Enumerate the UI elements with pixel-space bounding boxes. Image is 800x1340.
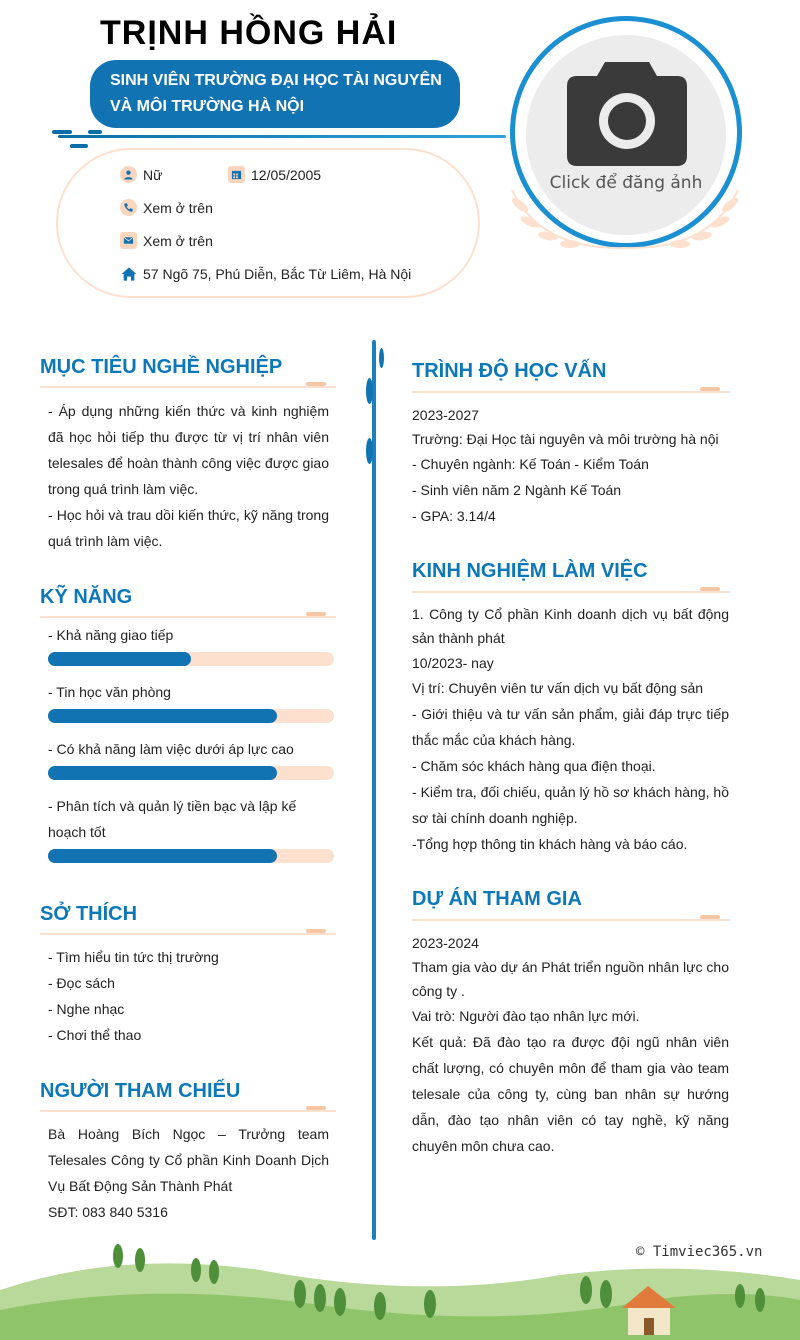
divider-drop: [366, 378, 373, 404]
section-underline: [412, 391, 730, 393]
experience-position: Vị trí: Chuyên viên tư vấn dịch vụ bất động sản: [412, 680, 704, 696]
skill-bar-fill: [48, 849, 277, 863]
experience-title: KINH NGHIỆM LÀM VIỆC: [412, 560, 648, 582]
experience-duty: -Tổng hợp thông tin khách hàng và báo cáo.: [412, 836, 688, 852]
references-title: NGƯỜI THAM CHIẾU: [40, 1080, 241, 1102]
skill-label: - Có khả năng làm việc dưới áp lực cao: [48, 741, 294, 757]
project-role: Vai trò: Người đào tạo nhân lực mới.: [412, 1008, 640, 1024]
email-icon: [120, 232, 137, 249]
objective-title: MỤC TIÊU NGHỀ NGHIỆP: [40, 356, 283, 378]
decor-dash: [52, 130, 72, 134]
skill-bar-fill: [48, 766, 277, 780]
address-value: 57 Ngõ 75, Phú Diễn, Bắc Từ Liêm, Hà Nội: [143, 265, 412, 282]
reference-phone: SĐT: 083 840 5316: [48, 1204, 168, 1220]
phone-row: [120, 199, 213, 216]
birthday-value: 12/05/2005: [251, 166, 322, 183]
skill-bar: [48, 849, 334, 863]
skill-label: - Khả năng giao tiếp: [48, 627, 174, 643]
home-icon: [120, 265, 137, 282]
column-divider: [372, 340, 376, 1240]
skill-bar: [48, 709, 334, 723]
camera-icon[interactable]: [567, 60, 687, 166]
birthday-row: [228, 166, 321, 183]
section-underline: [40, 933, 336, 935]
hobby-item: - Tìm hiểu tin tức thị trường: [48, 949, 219, 965]
gender-value: Nữ: [143, 166, 163, 183]
user-icon: [120, 166, 137, 183]
section-underline: [40, 616, 336, 618]
section-underline: [40, 386, 336, 388]
phone-icon: [120, 199, 137, 216]
experience-duty: - Kiểm tra, đối chiếu, quản lý hồ sơ khách hàng, hồ sơ tài chính doanh nghiệp.: [412, 784, 729, 826]
divider-drop: [366, 438, 373, 464]
gender-row: [120, 166, 162, 183]
job-title-banner: [90, 60, 460, 128]
section-underline: [412, 919, 730, 921]
job-title-line-2: VÀ MÔI TRƯỜNG HÀ NỘI: [110, 98, 305, 115]
education-period: 2023-2027: [412, 407, 479, 423]
header-divider: [58, 135, 506, 138]
education-school: Trường: Đại Học tài nguyên và môi trường hà nội: [412, 431, 719, 447]
candidate-name: TRỊNH HỒNG HẢI: [100, 14, 398, 52]
decor-dash: [70, 144, 88, 148]
skill-bar-fill: [48, 709, 277, 723]
watermark: © Timviec365.vn: [636, 1244, 763, 1260]
hobbies-title: SỞ THÍCH: [40, 903, 138, 925]
project-description: Tham gia vào dự án Phát triển nguồn nhân lực cho công ty .: [412, 959, 729, 999]
section-underline: [412, 591, 730, 593]
upload-photo-label[interactable]: Click để đăng ảnh: [549, 173, 703, 193]
skill-bar: [48, 652, 334, 666]
email-value: Xem ở trên: [143, 232, 213, 249]
skill-label: - Phân tích và quản lý tiền bạc và lập kế hoạch tốt: [48, 798, 297, 840]
decor-dash: [88, 130, 102, 134]
education-major: - Chuyên ngành: Kế Toán - Kiểm Toán: [412, 456, 649, 472]
project-result: Kết quả: Đã đào tạo ra được đội ngũ nhân viên chất lượng, có chuyên môn để tham gia vào team telesale của công ty, cùng ban nhân sự hướng dẫn, đào tạo nhân viên có tay nghề, kỹ năng chuyên môn chưa cao.: [412, 1034, 729, 1154]
experience-duty: - Giới thiệu và tư vấn sản phẩm, giải đáp trực tiếp thắc mắc của khách hàng.: [412, 706, 729, 748]
email-row: [120, 232, 213, 249]
project-period: 2023-2024: [412, 935, 479, 951]
education-title: TRÌNH ĐỘ HỌC VẤN: [412, 360, 607, 382]
phone-value: Xem ở trên: [143, 199, 213, 216]
section-underline: [40, 1110, 336, 1112]
hobby-item: - Đọc sách: [48, 975, 115, 991]
hobby-item: - Nghe nhạc: [48, 1001, 125, 1017]
objective-text-2: - Học hỏi và trau dồi kiến thức, kỹ năng trong quá trình làm việc.: [48, 507, 329, 549]
hobby-item: - Chơi thể thao: [48, 1027, 142, 1043]
skill-label: - Tin học văn phòng: [48, 684, 171, 700]
skills-title: KỸ NĂNG: [40, 586, 133, 608]
address-row: [120, 265, 411, 282]
experience-period: 10/2023- nay: [412, 655, 494, 671]
reference-text: Bà Hoàng Bích Ngọc – Trưởng team Telesales Công ty Cổ phần Kinh Doanh Dịch Vụ Bất Động Sản Thành Phát: [48, 1126, 329, 1194]
landscape-illustration: [0, 1230, 800, 1340]
divider-drop: [379, 348, 384, 368]
skill-bar: [48, 766, 334, 780]
calendar-icon: [228, 166, 245, 183]
skill-bar-fill: [48, 652, 191, 666]
projects-title: DỰ ÁN THAM GIA: [412, 888, 582, 910]
job-title-line-1: SINH VIÊN TRƯỜNG ĐẠI HỌC TÀI NGUYÊN: [110, 72, 442, 89]
education-year: - Sinh viên năm 2 Ngành Kế Toán: [412, 482, 622, 498]
experience-company: 1. Công ty Cổ phần Kinh doanh dịch vụ bất động sản thành phát: [412, 606, 729, 646]
experience-duty: - Chăm sóc khách hàng qua điện thoại.: [412, 758, 656, 774]
education-gpa: - GPA: 3.14/4: [412, 508, 496, 524]
objective-text-1: - Áp dụng những kiến thức và kinh nghiệm đã học hỏi tiếp thu được từ vị trí nhân viên telesales để hoàn thành công việc được giao trong quá trình làm việc.: [48, 403, 329, 497]
